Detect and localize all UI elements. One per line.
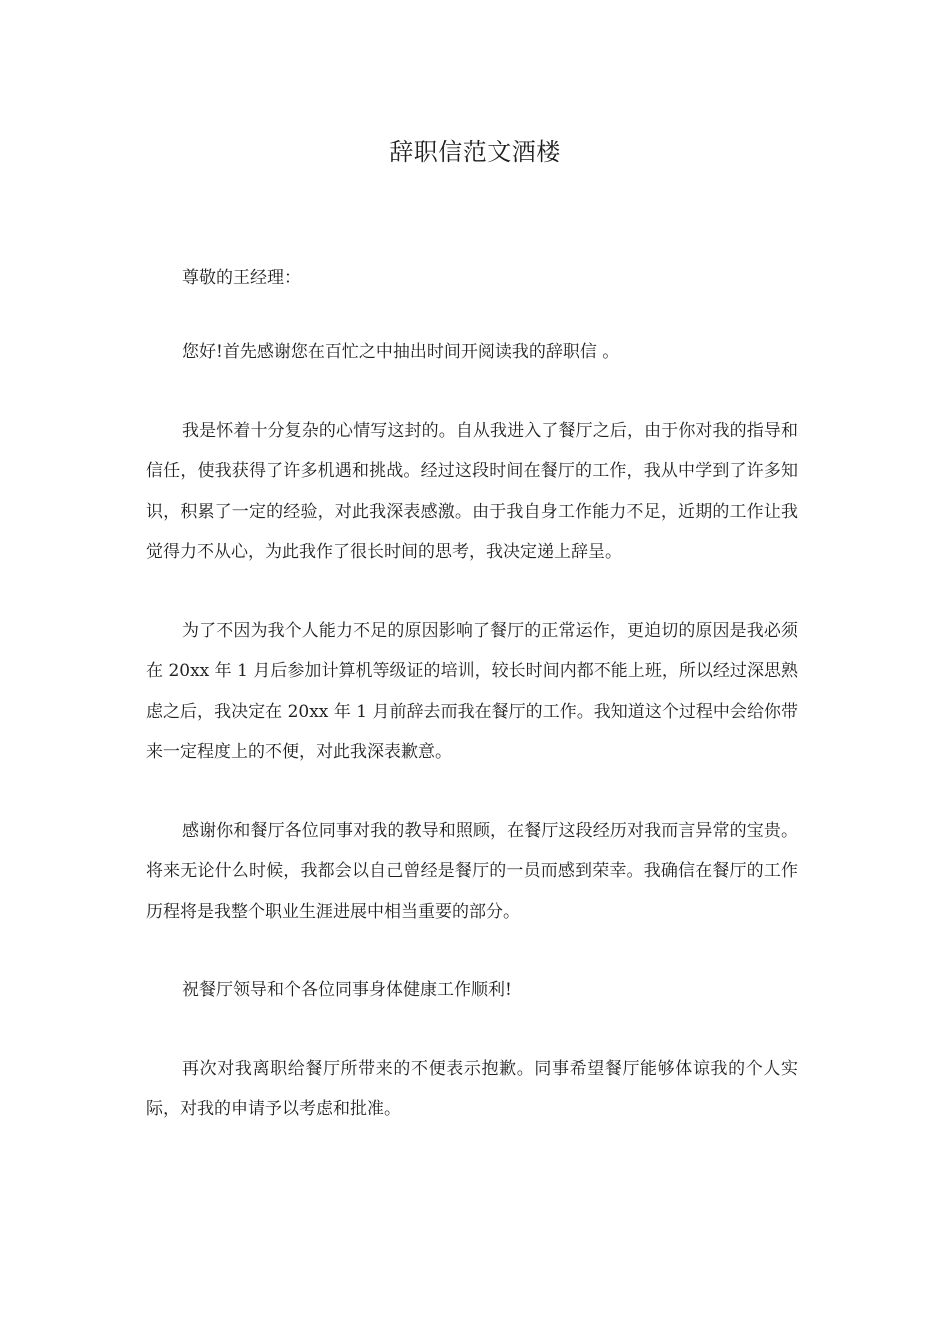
paragraph-spacer <box>146 932 798 970</box>
paragraph-greeting: 您好!首先感谢您在百忙之中抽出时间开阅读我的辞职信 。 <box>182 342 620 362</box>
paragraph-gratitude: 感谢你和餐厅各位同事对我的教导和照顾，在餐厅这段经历对我而言异常的宝贵。将来无论什么时候，我都会以自己曾经是餐厅的一员而感到荣幸。我确信在餐厅的工作历程将是我整个职业生涯进展中相当重要的部分。 <box>146 820 798 922</box>
paragraph-spacer <box>146 573 798 611</box>
paragraph-spacer <box>146 373 798 411</box>
paragraph-spacer <box>146 773 798 811</box>
paragraph-wishes: 祝餐厅领导和个各位同事身体健康工作顺利! <box>182 980 512 1000</box>
document-title: 辞职信范文酒楼 <box>389 138 561 166</box>
paragraph-resignation-details: 为了不因为我个人能力不足的原因影响了餐厅的正常运作，更迫切的原因是我必须在 20xx 年 1 月后参加计算机等级证的培训，较长时间内都不能上班，所以经过深思熟虑之后，我决定在 20xx 年 1 月前辞去而我在餐厅的工作。我知道这个过程中会给你带来一定程度上的不便，对此我深表歉意。 <box>146 620 798 762</box>
paragraph-reason-intro: 我是怀着十分复杂的心情写这封的。自从我进入了餐厅之后，由于你对我的指导和信任，使我获得了许多机遇和挑战。经过这段时间在餐厅的工作，我从中学到了许多知识，积累了一定的经验，对此我深表感激。由于我自身工作能力不足，近期的工作让我觉得力不从心，为此我作了很长时间的思考，我决定递上辞呈。 <box>146 420 798 562</box>
paragraph-spacer <box>146 1011 798 1049</box>
paragraph-closing: 再次对我离职给餐厅所带来的不便表示抱歉。同事希望餐厅能够体谅我的个人实际，对我的申请予以考虑和批准。 <box>146 1058 798 1119</box>
salutation: 尊敬的王经理： <box>182 268 301 288</box>
letter-body <box>146 264 798 1130</box>
